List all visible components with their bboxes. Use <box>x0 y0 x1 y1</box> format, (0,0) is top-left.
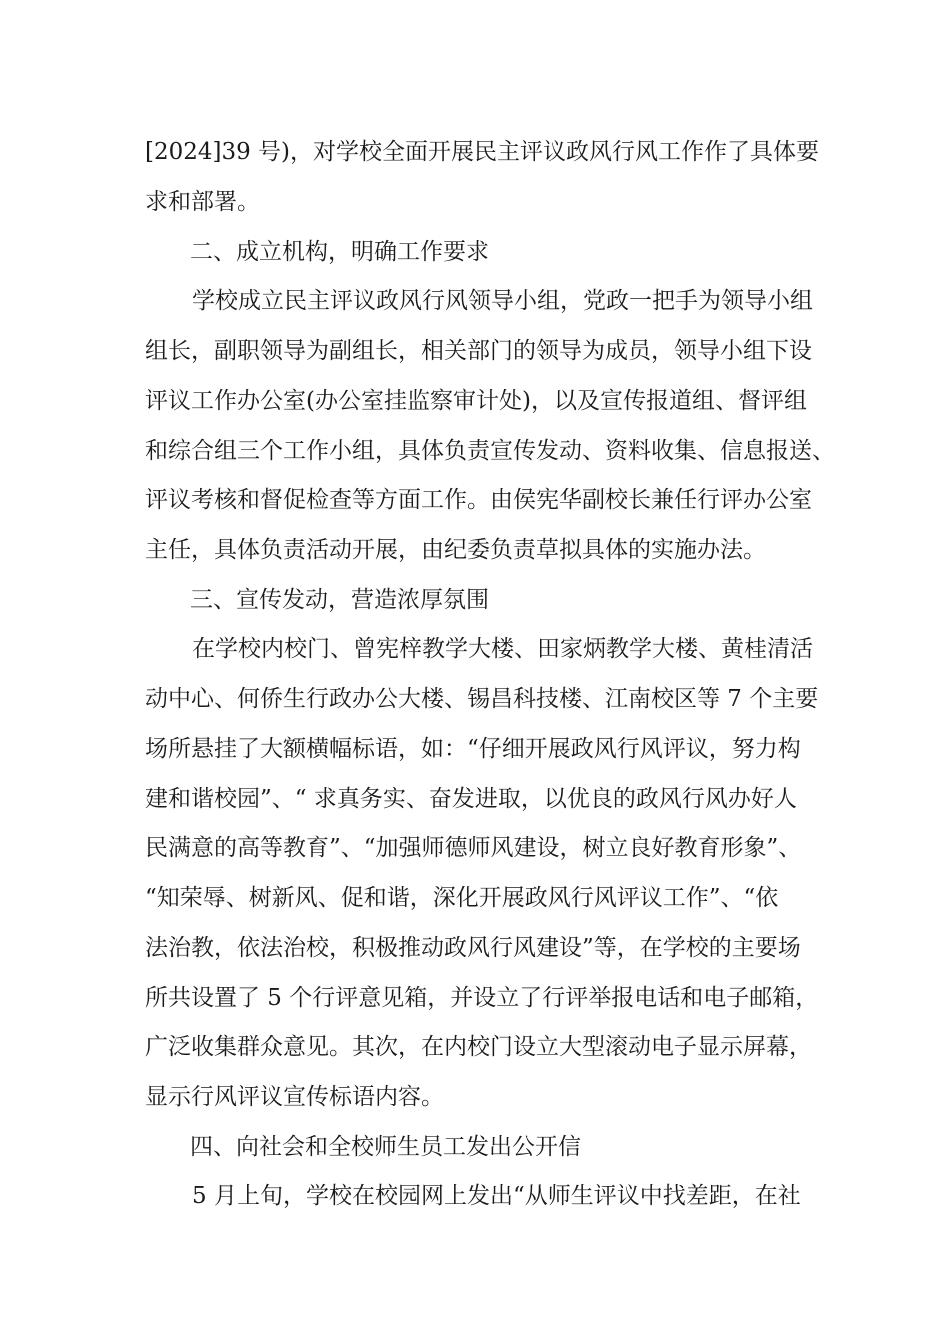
text-line-11: 在学校内校门、曾宪梓教学大楼、田家炳教学大楼、黄桂清活 <box>192 636 813 662</box>
text-line-16: “知荣辱、树新风、促和谐，深化开展政风行风评议工作”、“依 <box>145 885 779 911</box>
text-line-20: 显示行风评议宣传标语内容。 <box>145 1084 444 1110</box>
text-line-8: 评议考核和督促检查等方面工作。由侯宪华副校长兼任行评办公室 <box>145 487 812 513</box>
section-heading-4: 四、向社会和全校师生员工发出公开信 <box>190 1134 581 1160</box>
text-line-9: 主任，具体负责活动开展，由纪委负责草拟具体的实施办法。 <box>145 537 766 563</box>
section-heading-3: 三、宣传发动，营造浓厚氛围 <box>190 587 489 613</box>
text-line-19: 广泛收集群众意见。其次，在内校门设立大型滚动电子显示屏幕， <box>145 1034 812 1060</box>
text-line-1: [2024]39 号)，对学校全面开展民主评议政风行风工作作了具体要 <box>145 139 820 165</box>
section-heading-2: 二、成立机构，明确工作要求 <box>190 239 489 265</box>
text-line-15: 民满意的高等教育”、“加强师德师风建设，树立良好教育形象”、 <box>145 835 802 861</box>
text-line-5: 组长，副职领导为副组长，相关部门的领导为成员，领导小组下设 <box>145 338 812 364</box>
text-line-2: 求和部署。 <box>145 189 260 215</box>
text-line-22: 5 月上旬，学校在校园网上发出“从师生评议中找差距，在社 <box>192 1183 801 1209</box>
text-line-6: 评议工作办公室(办公室挂监察审计处)，以及宣传报道组、督评组 <box>145 388 807 414</box>
text-line-13: 场所悬挂了大额横幅标语，如：“仔细开展政风行风评议，努力构 <box>145 736 801 762</box>
text-line-14: 建和谐校园”、“ 求真务实、奋发进取，以优良的政风行风办好人 <box>145 786 797 812</box>
text-line-4: 学校成立民主评议政风行风领导小组，党政一把手为领导小组 <box>192 288 813 314</box>
text-line-7: 和综合组三个工作小组，具体负责宣传发动、资料收集、信息报送、 <box>145 438 835 464</box>
text-line-18: 所共设置了 5 个行评意见箱，并设立了行评举报电话和电子邮箱， <box>145 985 819 1011</box>
text-line-12: 动中心、何侨生行政办公大楼、锡昌科技楼、江南校区等 7 个主要 <box>145 686 819 712</box>
text-line-17: 法治教，依法治校，积极推动政风行风建设”等，在学校的主要场 <box>145 935 801 961</box>
